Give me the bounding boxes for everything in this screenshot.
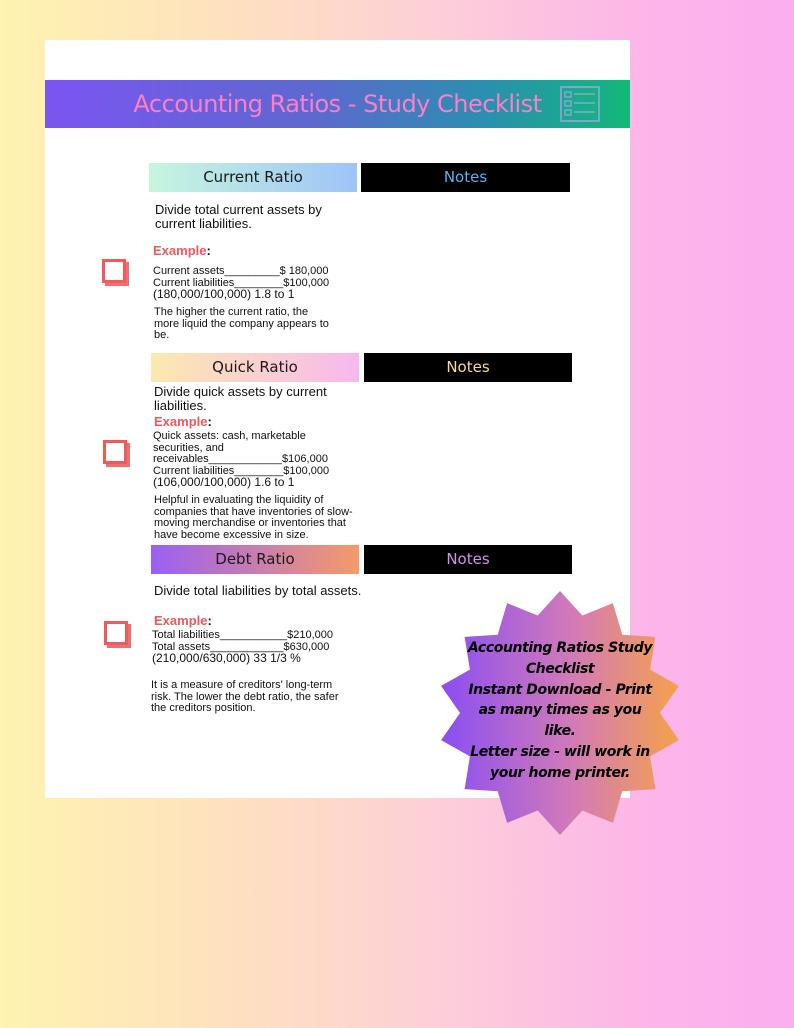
- quick-ratio-notes-heading: Notes: [364, 353, 572, 382]
- checkbox-icon[interactable]: [104, 621, 128, 645]
- debt-ratio-example-label: Example:: [154, 613, 212, 628]
- quick-ratio-description: Divide quick assets by current liabilities.: [154, 384, 327, 413]
- quick-ratio-note: Helpful in evaluating the liquidity of companies that have inventories of slow- moving merchandise or inventories that have become excessive in size.: [154, 494, 353, 541]
- current-ratio-notes-heading: Notes: [361, 163, 570, 192]
- checkbox-icon[interactable]: [103, 440, 127, 464]
- current-ratio-example: Current assets_________$ 180,000 Current liabilities________$100,000 (180,000/100,000) 1.8 to 1: [153, 265, 330, 301]
- current-ratio-example-label: Example:: [153, 243, 211, 258]
- debt-ratio-notes-heading: Notes: [364, 545, 572, 574]
- promo-text: Accounting Ratios Study Checklist Instant Download - Print as many times as you like. Letter size - will work in your home printer.: [467, 640, 653, 781]
- current-ratio-description: Divide total current assets by current liabilities.: [155, 202, 322, 231]
- checkbox-icon[interactable]: [102, 259, 126, 283]
- quick-ratio-example-label: Example:: [154, 414, 212, 429]
- quick-ratio-example: Quick assets: cash, marketable securities, and receivables____________$106,000 Current liabilities________$100,000 (106,000/100,000) 1.6 to 1: [153, 430, 330, 489]
- debt-ratio-description: Divide total liabilities by total assets.: [154, 583, 362, 598]
- title-banner: [45, 80, 630, 128]
- current-ratio-note: The higher the current ratio, the more liquid the company appears to be.: [154, 306, 329, 341]
- debt-ratio-note: It is a measure of creditors' long-term risk. The lower the debt ratio, the safer the creditors position.: [151, 679, 339, 714]
- debt-ratio-example: Total liabilities___________$210,000 Total assets____________$630,000 (210,000/630,000) 33 1/3 %: [152, 629, 334, 665]
- page-title: Accounting Ratios - Study Checklist: [133, 90, 542, 118]
- checklist-icon: [557, 84, 603, 124]
- quick-ratio-heading: Quick Ratio: [151, 353, 359, 382]
- current-ratio-heading: Current Ratio: [149, 163, 357, 192]
- debt-ratio-heading: Debt Ratio: [151, 545, 359, 574]
